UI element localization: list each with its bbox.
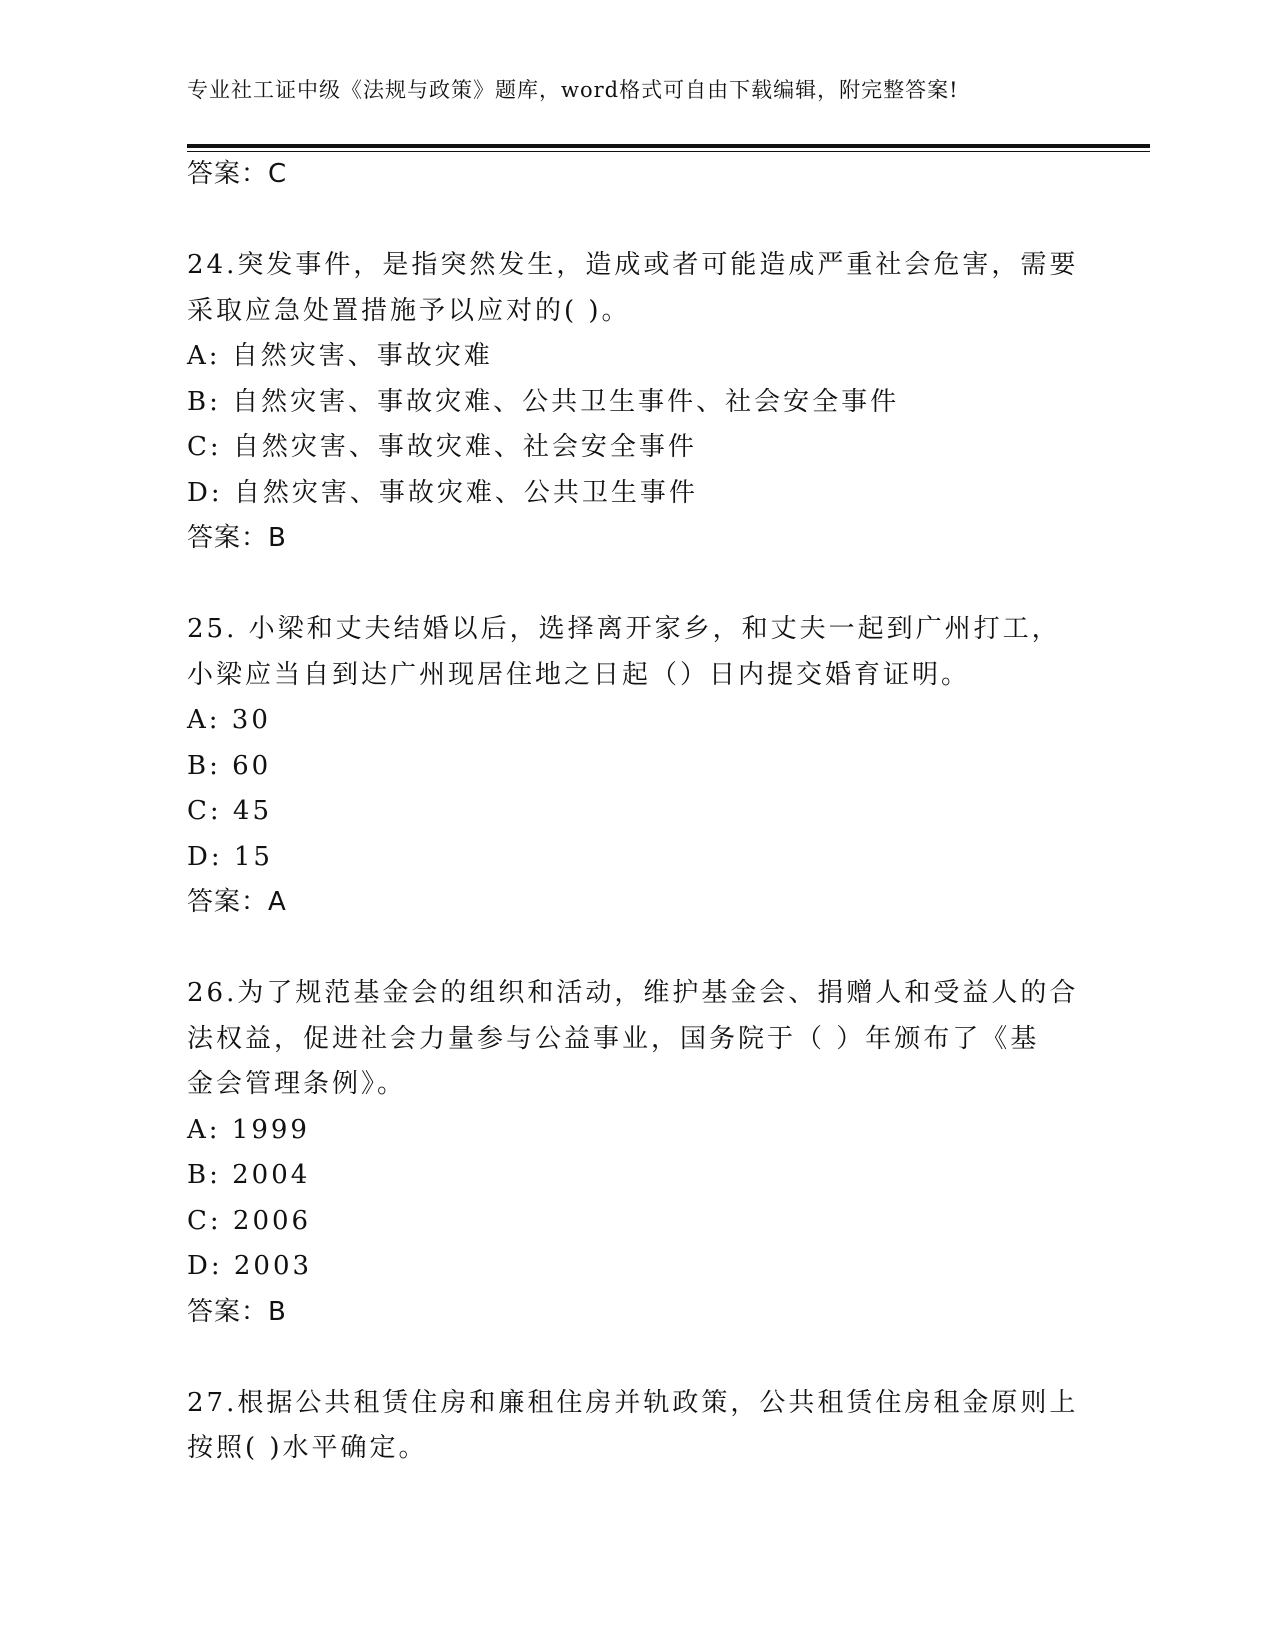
option-b: B: 60 bbox=[187, 750, 272, 781]
answer-line: 答案：C bbox=[187, 159, 288, 189]
question-26 bbox=[187, 971, 1077, 1335]
question-text-line: 25. 小梁和丈夫结婚以后，选择离开家乡，和丈夫一起到广州打工， bbox=[187, 614, 1061, 644]
option-d: D: 自然灾害、事故灾难、公共卫生事件 bbox=[187, 477, 698, 508]
option-c: C: 自然灾害、事故灾难、社会安全事件 bbox=[187, 432, 697, 462]
question-25 bbox=[187, 607, 1077, 926]
question-text-line: 采取应急处置措施予以应对的( )。 bbox=[187, 295, 631, 326]
question-text-line: 小梁应当自到达广州现居住地之日起（）日内提交婚育证明。 bbox=[187, 659, 971, 690]
option-a: A: 1999 bbox=[187, 1114, 310, 1145]
option-c: C: 2006 bbox=[187, 1205, 312, 1236]
option-a: A: 自然灾害、事故灾难 bbox=[187, 341, 493, 371]
spacer bbox=[187, 198, 1077, 244]
document-body bbox=[187, 152, 1077, 1472]
option-b: B: 自然灾害、事故灾难、公共卫生事件、社会安全事件 bbox=[187, 386, 900, 417]
question-text-line: 27.根据公共租赁住房和廉租住房并轨政策，公共租赁住房租金原则上 bbox=[187, 1387, 1079, 1418]
question-text-line: 24.突发事件，是指突然发生，造成或者可能造成严重社会危害，需要 bbox=[187, 250, 1079, 280]
option-a: A: 30 bbox=[187, 705, 271, 735]
question-text-line: 26.为了规范基金会的组织和活动，维护基金会、捐赠人和受益人的合 bbox=[187, 978, 1079, 1008]
spacer bbox=[187, 926, 1077, 972]
option-d: D: 2003 bbox=[187, 1251, 313, 1281]
question-text-line: 按照( )水平确定。 bbox=[187, 1433, 428, 1463]
option-b: B: 2004 bbox=[187, 1160, 311, 1190]
question-text-line: 法权益，促进社会力量参与公益事业，国务院于（ ）年颁布了《基 bbox=[187, 1023, 1040, 1054]
spacer bbox=[187, 562, 1077, 608]
question-27 bbox=[187, 1381, 1077, 1472]
answer-line: 答案：B bbox=[187, 1296, 287, 1327]
answer-line: 答案：B bbox=[187, 523, 287, 553]
page-header: 专业社工证中级《法规与政策》题库，word格式可自由下载编辑，附完整答案! bbox=[187, 78, 959, 102]
option-d: D: 15 bbox=[187, 841, 273, 872]
question-text-line: 金会管理条例》。 bbox=[187, 1069, 407, 1099]
option-c: C: 45 bbox=[187, 796, 273, 826]
spacer bbox=[187, 1335, 1077, 1381]
question-24 bbox=[187, 243, 1077, 562]
answer-line: 答案：A bbox=[187, 887, 287, 917]
header-rule-thick bbox=[187, 144, 1150, 148]
